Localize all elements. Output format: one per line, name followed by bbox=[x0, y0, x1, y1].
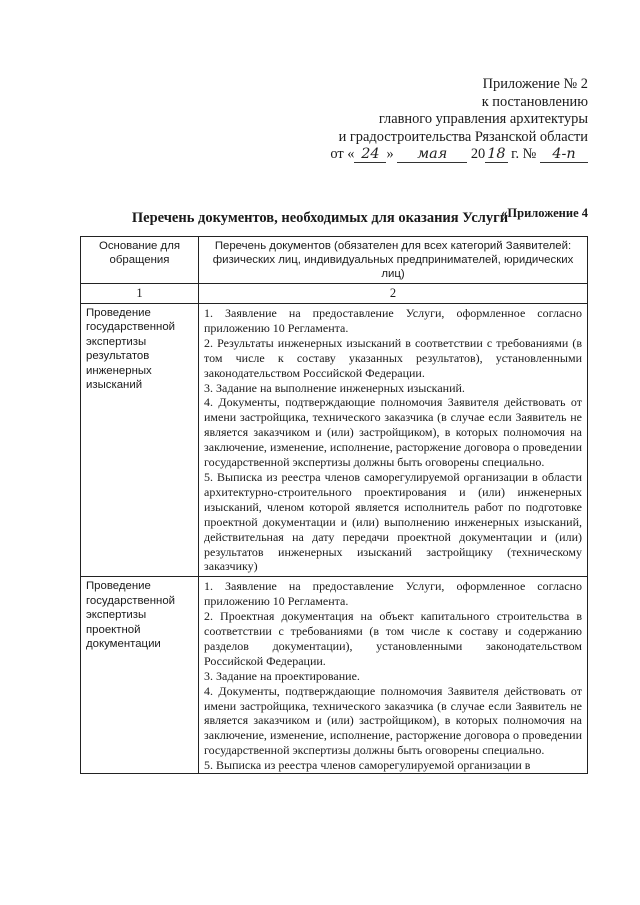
list-item: 1. Заявление на предоставление Услуги, оформленное согласно приложению 10 Регламента. bbox=[204, 579, 582, 609]
column-number-row bbox=[81, 284, 588, 304]
list-item: 2. Проектная документация на объект капитального строительства в соответствии с требованиями (в том числе к составу и содержанию разделов документации), установленными законодательством Российской Федерации. bbox=[204, 609, 582, 668]
list-item: 5. Выписка из реестра членов саморегулируемой организации в области архитектурно-строительного проектирования и (или) инженерных изысканий, членом которой является исполнитель работ по подготовке проектной документации и (или) выполнению инженерных изысканий, действительная на дату передачи проектной документации и (или) результатов инженерных изысканий застройщику (техническому заказчику) bbox=[204, 469, 582, 574]
date-mid: » bbox=[386, 146, 394, 163]
header-date-line bbox=[330, 146, 588, 164]
list-item: 3. Задание на проектирование. bbox=[204, 668, 360, 683]
handwritten-month: мая bbox=[397, 147, 467, 163]
row-basis-cell: Проведение государственной экспертизы проектной документации bbox=[81, 577, 199, 774]
header-resolution-ref: к постановлению bbox=[481, 93, 588, 110]
handwritten-year: 18 bbox=[487, 146, 506, 163]
handwritten-doc-number: 4-п bbox=[540, 147, 588, 163]
date-year-prefix: 20 bbox=[470, 146, 486, 163]
date-suffix: г. № bbox=[511, 146, 537, 163]
header-cell-documents: Перечень документов (обязателен для всех категорий Заявителей: физических лиц, индивидуальных предпринимателей, юридических лиц) bbox=[199, 237, 588, 284]
document-header bbox=[330, 76, 588, 164]
handwritten-day: 24 bbox=[354, 147, 386, 163]
table-row bbox=[81, 577, 588, 774]
list-item: 4. Документы, подтверждающие полномочия Заявителя действовать от имени застройщика, технического заказчика (в случае если Заявитель не является заказчиком и (или) застройщиком), в которых полномочия на заключение, изменение, исполнение, расторжение договора о проведении государственной экспертизы должны быть оговорены специально. bbox=[204, 683, 582, 758]
list-item: 2. Результаты инженерных изысканий в соответствии с требованиями (в том числе к составу указанных результатов), установленными законодательством Российской Федерации. bbox=[204, 335, 582, 380]
appendix-reference: «Приложение 4 bbox=[501, 206, 588, 220]
list-item: 1. Заявление на предоставление Услуги, оформленное согласно приложению 10 Регламента. bbox=[204, 306, 582, 335]
column-number-2: 2 bbox=[199, 284, 588, 304]
row-basis-cell: Проведение государственной экспертизы результатов инженерных изысканий bbox=[81, 304, 199, 577]
table-header-row bbox=[81, 237, 588, 284]
header-authority-line1: главного управления архитектуры bbox=[378, 111, 588, 128]
header-cell-basis: Основание для обращения bbox=[81, 237, 199, 284]
header-appendix-number: Приложение № 2 bbox=[482, 76, 588, 92]
list-item: 3. Задание на выполнение инженерных изысканий. bbox=[204, 380, 465, 395]
date-prefix: от « bbox=[330, 146, 355, 163]
page-title: Перечень документов, необходимых для оказания Услуги bbox=[131, 210, 509, 226]
documents-table bbox=[80, 236, 588, 774]
list-item: 5. Выписка из реестра членов саморегулируемой организации в bbox=[204, 758, 531, 773]
list-item: 4. Документы, подтверждающие полномочия Заявителя действовать от имени застройщика, технического заказчика (в случае если Заявитель не является заказчиком и (или) застройщиком), в которых полномочия на заключение, изменение, исполнение, расторжение договора о проведении государственной экспертизы должны быть оговорены специально. bbox=[204, 395, 582, 470]
table-row bbox=[81, 304, 588, 577]
row-documents-cell bbox=[199, 304, 588, 577]
header-authority-line2: и градостроительства Рязанской области bbox=[338, 128, 588, 145]
row-documents-cell bbox=[199, 577, 588, 774]
column-number-1: 1 bbox=[81, 284, 199, 304]
